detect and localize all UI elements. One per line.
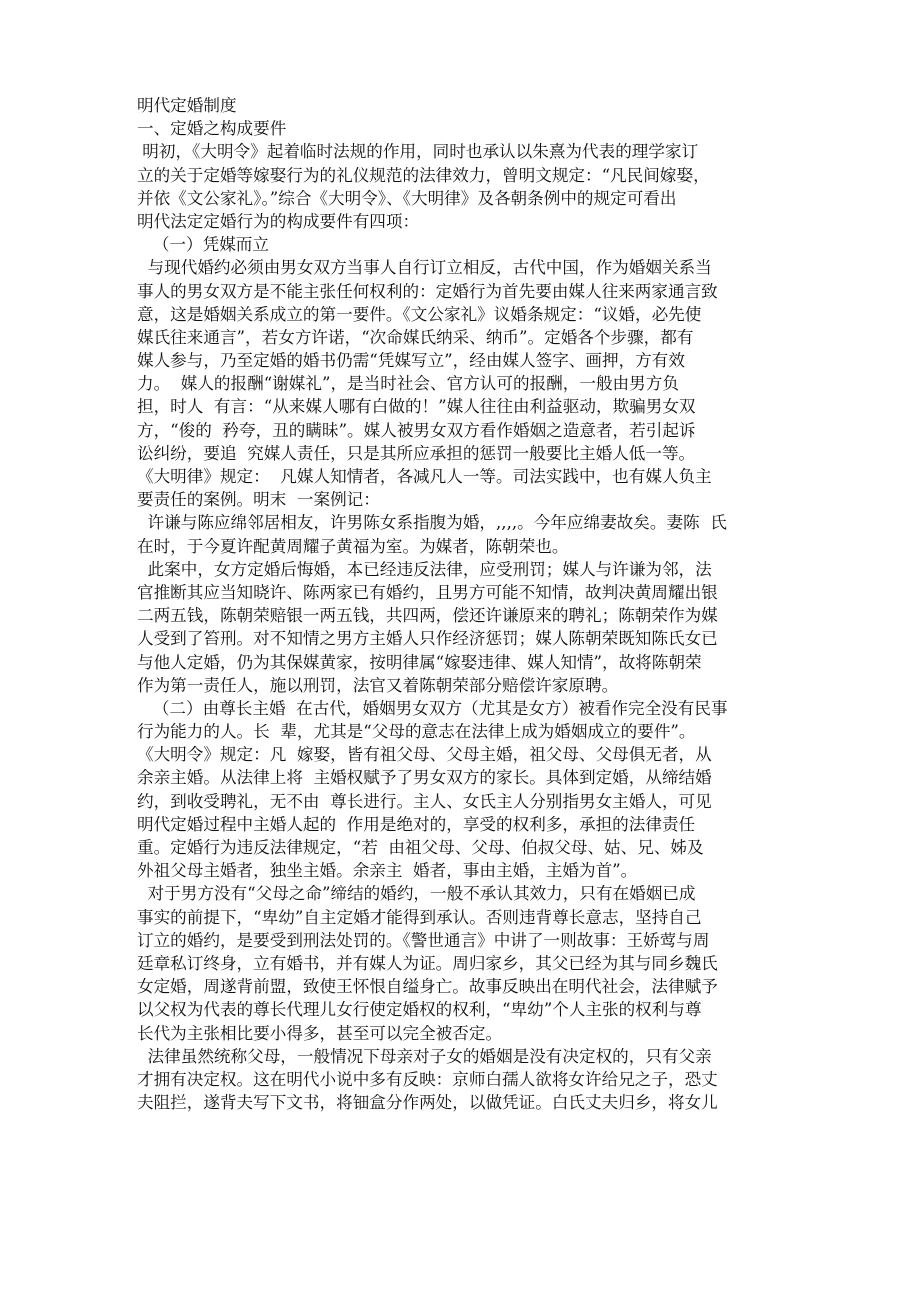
text-line: 官推断其应当知晓许、陈两家已有婚约，且男方可能不知情，故判决黄周耀出银 <box>137 582 718 602</box>
text-line: 要责任的案例。明末 一案例记： <box>137 490 380 510</box>
text-line: 与现代婚约必须由男女双方当事人自行订立相反，古代中国，作为婚姻关系当 <box>137 258 712 278</box>
text-line: 余亲主婚。从法律上将 主婚权赋予了男女双方的家长。具体到定婚，从缔结婚 <box>137 768 712 788</box>
subsection-heading: （一）凭媒而立 <box>137 235 269 255</box>
text-line: 约，到收受聘礼，无不由 尊长进行。主人、女氏主人分别指男女主婚人，可见 <box>137 791 712 811</box>
text-line: 担，时人 有言：“从来媒人哪有白做的！”媒人往往由利益驱动，欺骗男女双 <box>137 397 696 417</box>
text-line: 《大明令》规定：凡 嫁娶，皆有祖父母、父母主婚，祖父母、父母俱无者，从 <box>137 745 712 765</box>
text-line: 外祖父母主婚者，独坐主婚。余亲主 婚者，事由主婚，主婚为首”。 <box>137 861 638 881</box>
text-line: 夫阻拦，遂背夫写下文书，将钿盒分作两处，以做凭证。白氏丈夫归乡，将女儿 <box>137 1093 718 1113</box>
text-line: 女定婚，周遂背前盟，致使王怀恨自缢身亡。故事反映出在明代社会，法律赋予 <box>137 977 718 997</box>
text-line: 方，“俊的 矜夸，丑的瞒昧”。媒人被男女双方看作婚姻之造意者，若引起诉 <box>137 420 696 440</box>
text-line: 才拥有决定权。这在明代小说中多有反映：京师白孺人欲将女许给兄之子，恐丈 <box>137 1069 718 1089</box>
document-page <box>137 94 797 1114</box>
doc-title: 明代定婚制度 <box>137 96 237 115</box>
text-line: 意，这是婚姻关系成立的第一要件。《文公家礼》议婚条规定：“议婚，必先使 <box>137 304 702 324</box>
text-line: 廷章私订终身，立有婚书，并有媒人为证。周归家乡，其父已经为其与同乡魏氏 <box>137 953 718 973</box>
text-line: 并依《文公家礼》。”综合《大明令》、《大明律》及各朝条例中的规定可看出 <box>137 188 677 208</box>
text-line: 事人的男女双方是不能主张任何权利的：定婚行为首先要由媒人往来两家通言致 <box>137 281 718 301</box>
text-line: 行为能力的人。长 辈，尤其是“父母的意志在法律上成为婚姻成立的要件”。 <box>137 722 696 742</box>
text-line: 《大明律》规定： 凡媒人知情者，各减凡人一等。司法实践中，也有媒人负主 <box>137 467 712 486</box>
text-line: 力。 媒人的报酬“谢媒礼”，是当时社会、官方认可的报酬，一般由男方负 <box>137 374 679 394</box>
text-line: 媒氏往来通言”，若女方许诺，“次命媒氏纳采、纳币”。定婚各个步骤，都有 <box>137 327 694 347</box>
text-line: 事实的前提下，“卑幼”自主定婚才能得到承认。否则违背尊长意志，坚持自己 <box>137 907 702 927</box>
text-line: 人受到了笞刑。对不知情之男方主婚人只作经济惩罚；媒人陈朝荣既知陈氏女已 <box>137 629 718 649</box>
text-line: 重。定婚行为违反法律规定，“若 由祖父母、父母、伯叔父母、姑、兄、姊及 <box>137 838 704 857</box>
text-line: 明代法定定婚行为的构成要件有四项： <box>137 211 420 231</box>
section-heading: 一、定婚之构成要件 <box>137 119 287 139</box>
text-line: 此案中，女方定婚后悔婚，本已经违反法律，应受刑罚；媒人与许谦为邻，法 <box>137 559 712 579</box>
text-line: 二两五钱，陈朝荣赔银一两五钱，共四两，偿还许谦原来的聘礼；陈朝荣作为媒 <box>137 606 718 626</box>
text-line: 与他人定婚，仍为其保媒黄家，按明律属“嫁娶违律、媒人知情”，故将陈朝荣 <box>137 652 702 672</box>
text-line: 订立的婚约，是要受到刑法处罚的。《警世通言》中讲了一则故事：王娇莺与周 <box>137 930 710 950</box>
text-line: 在时，于今夏许配黄周耀子黄福为室。为媒者，陈朝荣也。 <box>137 536 569 556</box>
text-line: 明代定婚过程中主婚人起的 作用是绝对的，享受的权利多，承担的法律责任 <box>137 814 696 834</box>
text-line: 明初，《大明令》起着临时法规的作用，同时也承认以朱熹为代表的理学家订 <box>137 142 699 162</box>
text-line: 作为第一责任人，施以刑罚，法官又着陈朝荣部分赔偿许家原聘。 <box>137 675 619 695</box>
text-line: 长代为主张相比要小得多，甚至可以完全被否定。 <box>137 1023 503 1043</box>
text-line: 许谦与陈应绵邻居相友，许男陈女系指腹为婚，,,,,。今年应绵妻故矣。妻陈 氏 <box>137 513 727 533</box>
subsection-heading: （二）由尊长主婚 在古代，婚姻男女双方（尤其是女方）被看作完全没有民事 <box>137 698 728 718</box>
text-line: 以父权为代表的尊长代理儿女行使定婚权的权利，“卑幼”个人主张的权利与尊 <box>137 1000 702 1020</box>
text-line: 立的关于定婚等嫁娶行为的礼仪规范的法律效力，曾明文规定：“凡民间嫁娶， <box>137 165 710 185</box>
text-line: 媒人参与，乃至定婚的婚书仍需“凭媒写立”，经由媒人签字、画押，方有效 <box>137 351 685 371</box>
text-line: 法律虽然统称父母，一般情况下母亲对子女的婚姻是没有决定权的，只有父亲 <box>137 1046 712 1066</box>
text-line: 对于男方没有“父母之命”缔结的婚约，一般不承认其效力，只有在婚姻已成 <box>137 884 696 904</box>
text-line: 讼纠纷，要追 究媒人责任，只是其所应承担的惩罚一般要比主婚人低一等。 <box>137 443 696 463</box>
